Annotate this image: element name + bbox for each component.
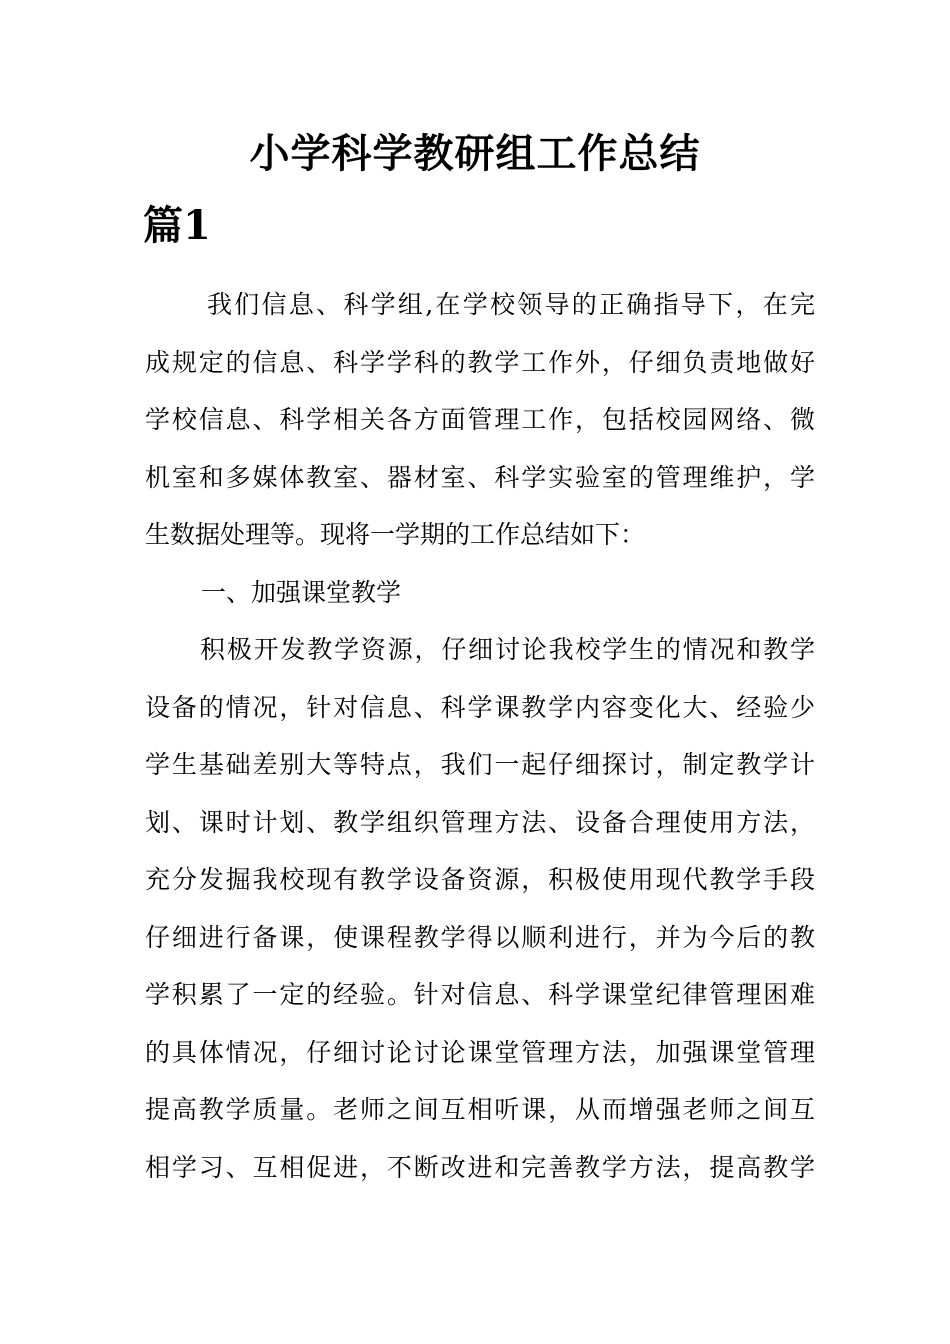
paragraph-line: 学积累了一定的经验。针对信息、科学课堂纪律管理困难 <box>145 980 815 1009</box>
section-heading: 一、加强课堂教学 <box>201 577 402 607</box>
paragraph-line: 学校信息、科学相关各方面管理工作，包括校园网络、微 <box>145 405 815 434</box>
body-text <box>145 276 815 1196</box>
paragraph-line: 划、课时计划、教学组织管理方法、设备合理使用方法， <box>145 807 815 837</box>
paragraph-line: 成规定的信息、科学学科的教学工作外，仔细负责地做好 <box>145 347 815 377</box>
paragraph-line: 机室和多媒体教室、器材室、科学实验室的管理维护，学 <box>145 462 815 492</box>
chapter-heading: 篇1 <box>143 202 211 249</box>
paragraph-line: 充分发掘我校现有教学设备资源，积极使用现代教学手段 <box>145 865 815 894</box>
document-title: 小学科学教研组工作总结 <box>249 130 701 177</box>
paragraph-line: 学生基础差别大等特点，我们一起仔细探讨，制定教学计 <box>145 750 815 779</box>
paragraph-line: 提高教学质量。老师之间互相听课，从而增强老师之间互 <box>145 1095 815 1124</box>
paragraph-line: 生数据处理等。现将一学期的工作总结如下： <box>145 520 646 549</box>
paragraph-line: 我们信息、科学组,在学校领导的正确指导下，在完 <box>207 290 815 319</box>
paragraph-line: 相学习、互相促进，不断改进和完善教学方法，提高教学 <box>145 1152 815 1182</box>
paragraph-line: 的具体情况，仔细讨论讨论课堂管理方法，加强课堂管理 <box>145 1037 815 1067</box>
paragraph-line: 积极开发教学资源，仔细讨论我校学生的情况和教学 <box>200 635 815 664</box>
paragraph-line: 设备的情况，针对信息、科学课教学内容变化大、经验少 <box>145 692 815 722</box>
paragraph-line: 仔细进行备课，使课程教学得以顺利进行，并为今后的教 <box>145 922 815 952</box>
